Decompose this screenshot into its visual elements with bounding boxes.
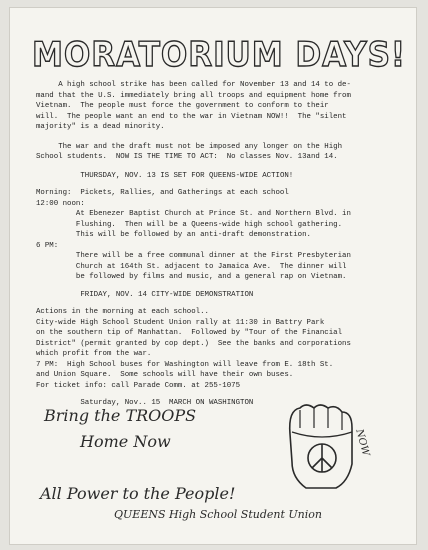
saturday-heading: Saturday, Nov.. 15 MARCH ON WASHINGTON [36,399,254,408]
thursday-heading: THURSDAY, NOV. 13 IS SET FOR QUEENS-WIDE ACTION! [36,171,294,180]
friday-schedule: Actions in the morning at each school.. City-wide High School Student Union rally at 11:30 in Battry Park on the southern tip of Manhattan. Followed by "Tour of the Financial District" (permit granted by cop dept.) See the banks and corporations which profit from the war. 7 PM: High School buses for Washington will leave from E. 18th St. and Union Square. Some schools will have their own buses. For ticket info: call Parade Comm. at 255-1075 [36,308,351,390]
bring-troops-line1: Bring the TROOPS [44,406,197,425]
raised-fist-peace-icon [282,398,364,498]
bring-troops-line2: Home Now [80,432,171,451]
flyer-title-text: MORATORIUM DAYS! [32,35,406,75]
draft-paragraph: The war and the draft must not be imposed any longer on the High School students. NOW IS THE TIME TO ACT: No classes Nov. 13and 14. [36,142,343,162]
all-power-slogan: All Power to the People! [40,484,236,503]
friday-heading: FRIDAY, NOV. 14 CITY-WIDE DEMONSTRATION [36,290,254,299]
flyer-page [10,8,416,544]
intro-paragraph: A high school strike has been called for November 13 and 14 to de- mand that the U.S. immediately bring all troops and equipment home from Vietnam. The people must force the government to conform to their will. The people want an end to the war in Vietnam NOW!! The "silent majority" is a dead minority. [36,81,351,132]
thursday-schedule: Morning: Pickets, Rallies, and Gatherings at each school 12:00 noon: At Ebenezer Baptist Church at Prince St. and Northern Blvd. in Flushing. Then will be a Queens-wide high school gathering. This will be followed by an anti-draft demonstration. 6 PM: There will be a free communal dinner at the First Presbyterian Church at 164th St. adjacent to Jamaica Ave. The dinner will be followed by films and music, and a general rap on Vietnam. [36,189,351,282]
queens-union-signature: QUEENS High School Student Union [114,508,322,521]
flyer-body [36,80,406,409]
flyer-title [30,26,410,78]
fist-now-text: NOW [353,428,372,458]
